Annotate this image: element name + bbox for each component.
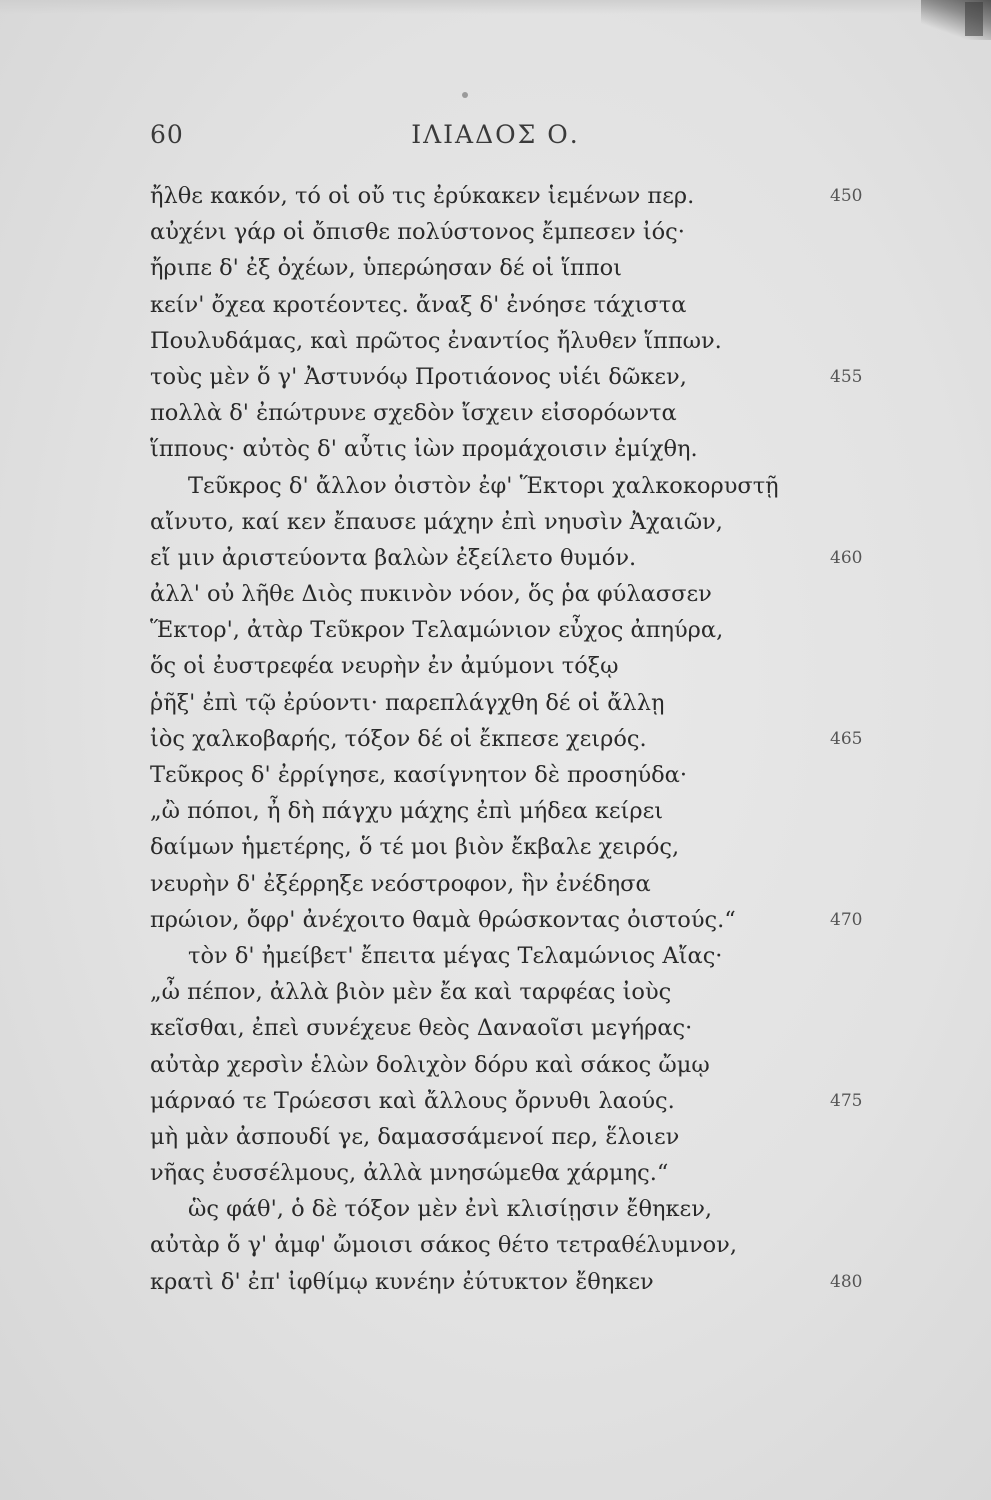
verse-text: ἤλθε κακόν, τό οἱ οὔ τις ἐρύκακεν ἱεμένων περ. [150,183,695,209]
verse-text: δαίμων ἡμετέρης, ὅ τέ μοι βιὸν ἔκβαλε χειρός, [150,834,680,861]
verse-line [150,1083,863,1119]
verse-text: νευρὴν δ' ἐξέρρηξε νεόστροφον, ἣν ἐνέδησα [150,870,651,897]
verse-line [150,974,779,1010]
verse-line [150,938,779,974]
verse-line [150,612,779,648]
page-top-shadow [0,0,991,14]
verse-text: κείν' ὄχεα κροτέοντες. ἄναξ δ' ἐνόησε τάχιστα [150,291,687,318]
verse-text: κρατὶ δ' ἐπ' ἰφθίμῳ κυνέην ἐύτυκτον ἔθηκεν [150,1268,654,1295]
verse-line [150,395,779,431]
verse-text: τοὺς μὲν ὅ γ' Ἀστυνόῳ Προτιάονος υἱέι δῶκεν, [150,363,687,390]
verse-text: μάρναό τε Τρώεσσι καὶ ἄλλους ὄρνυθι λαούς. [150,1087,675,1114]
verse-line [150,431,779,467]
verse-text: ἤριπε δ' ἐξ ὀχέων, ὑπερώησαν δέ οἱ ἵπποι [150,255,622,282]
verse-text: κεῖσθαι, ἐπεὶ συνέχευε θεὸς Δαναοῖσι μεγήρας· [150,1015,693,1042]
verse-line [150,829,779,865]
verse-text: νῆας ἐυσσέλμους, ἀλλὰ μνησώμεθα χάρμης.“ [150,1160,669,1187]
verse-text: Ἕκτορ', ἀτὰρ Τεῦκρον Τελαμώνιον εὖχος ἀπηύρα, [150,617,724,644]
verse-line [150,178,863,214]
verse-text: πρώιον, ὄφρ' ἀνέχοιτο θαμὰ θρώσκοντας ὀιστούς.“ [150,906,736,933]
verse-line [150,866,779,902]
running-title: ΙΛΙΑΔΟΣ Ο. [411,120,580,149]
verse-text: ὣς φάθ', ὁ δὲ τόξον μὲν ἐνὶ κλισίῃσιν ἔθηκεν, [188,1196,713,1223]
verse-line [150,540,863,576]
verse-line [150,214,779,250]
line-number: 475 [830,1090,863,1111]
verse-line [150,721,863,757]
page-number: 60 [150,120,184,149]
verse-line [150,685,779,721]
verse-text: ἵππους· αὐτὸς δ' αὖτις ἰὼν προμάχοισιν ἐμίχθη. [150,436,698,463]
verse-lines [150,178,863,1300]
verse-text: „ὦ πέπον, ἀλλὰ βιὸν μὲν ἔα καὶ ταρφέας ἰοὺς [150,979,672,1006]
verse-text: ὅς οἱ ἐυστρεφέα νευρὴν ἐν ἀμύμονι τόξῳ [150,653,619,680]
verse-text: αὐχένι γάρ οἱ ὄπισθε πολύστονος ἔμπεσεν ἰός· [150,219,685,246]
verse-text: ἀλλ' οὐ λῆθε Διὸς πυκινὸν νόον, ὅς ῥα φύλασσεν [150,581,712,608]
verse-line [150,757,779,793]
verse-text: αὐτὰρ χερσὶν ἑλὼν δολιχὸν δόρυ καὶ σάκος ὤμῳ [150,1051,710,1078]
verse-text: Τεῦκρος δ' ἄλλον ὀιστὸν ἐφ' Ἕκτορι χαλκοκορυστῇ [188,472,779,499]
verse-line [150,1119,779,1155]
verse-line [150,468,779,504]
verse-text: αὐτὰρ ὅ γ' ἀμφ' ὤμοισι σάκος θέτο τετραθέλυμνον, [150,1232,738,1259]
verse-line [150,576,779,612]
verse-line [150,648,779,684]
line-number: 450 [830,186,863,206]
verse-line [150,359,863,395]
line-number: 480 [830,1271,863,1292]
verse-text: αἴνυτο, καί κεν ἔπαυσε μάχην ἐπὶ νηυσὶν Ἀχαιῶν, [150,508,723,535]
verse-line [150,1155,779,1191]
verse-line [150,1047,779,1083]
line-number: 465 [830,728,863,749]
line-number: 455 [830,366,863,387]
verse-text: Πουλυδάμας, καὶ πρῶτος ἐναντίος ἤλυθεν ἵππων. [150,327,722,354]
verse-line [150,1264,863,1300]
verse-text: πολλὰ δ' ἐπώτρυνε σχεδὸν ἴσχειν εἰσορόωντα [150,400,677,427]
verse-text: εἴ μιν ἀριστεύοντα βαλὼν ἐξείλετο θυμόν. [150,544,637,571]
dust-speck [462,92,468,98]
verse-line [150,287,779,323]
verse-text: τὸν δ' ἠμείβετ' ἔπειτα μέγας Τελαμώνιος Αἴας· [188,942,723,969]
verse-line [150,1010,779,1046]
verse-text: ἰὸς χαλκοβαρής, τόξον δέ οἱ ἔκπεσε χειρός. [150,725,647,752]
verse-text: ῥῆξ' ἐπὶ τῷ ἐρύοντι· παρεπλάγχθη δέ οἱ ἄλλῃ [150,689,665,716]
page-corner-mark [965,2,983,36]
verse-line [150,1191,779,1227]
verse-line [150,250,779,286]
verse-line [150,323,779,359]
line-number: 470 [830,909,863,930]
line-number: 460 [830,547,863,568]
verse-text: Τεῦκρος δ' ἐρρίγησε, κασίγνητον δὲ προσηύδα· [150,762,688,788]
verse-line [150,793,779,829]
verse-line [150,1227,779,1263]
verse-text: μὴ μὰν ἀσπουδί γε, δαμασσάμενοί περ, ἕλοιεν [150,1123,680,1150]
verse-line [150,504,779,540]
verse-text: „ὢ πόποι, ἦ δὴ πάγχυ μάχης ἐπὶ μήδεα κείρει [150,798,664,825]
verse-line [150,902,863,938]
